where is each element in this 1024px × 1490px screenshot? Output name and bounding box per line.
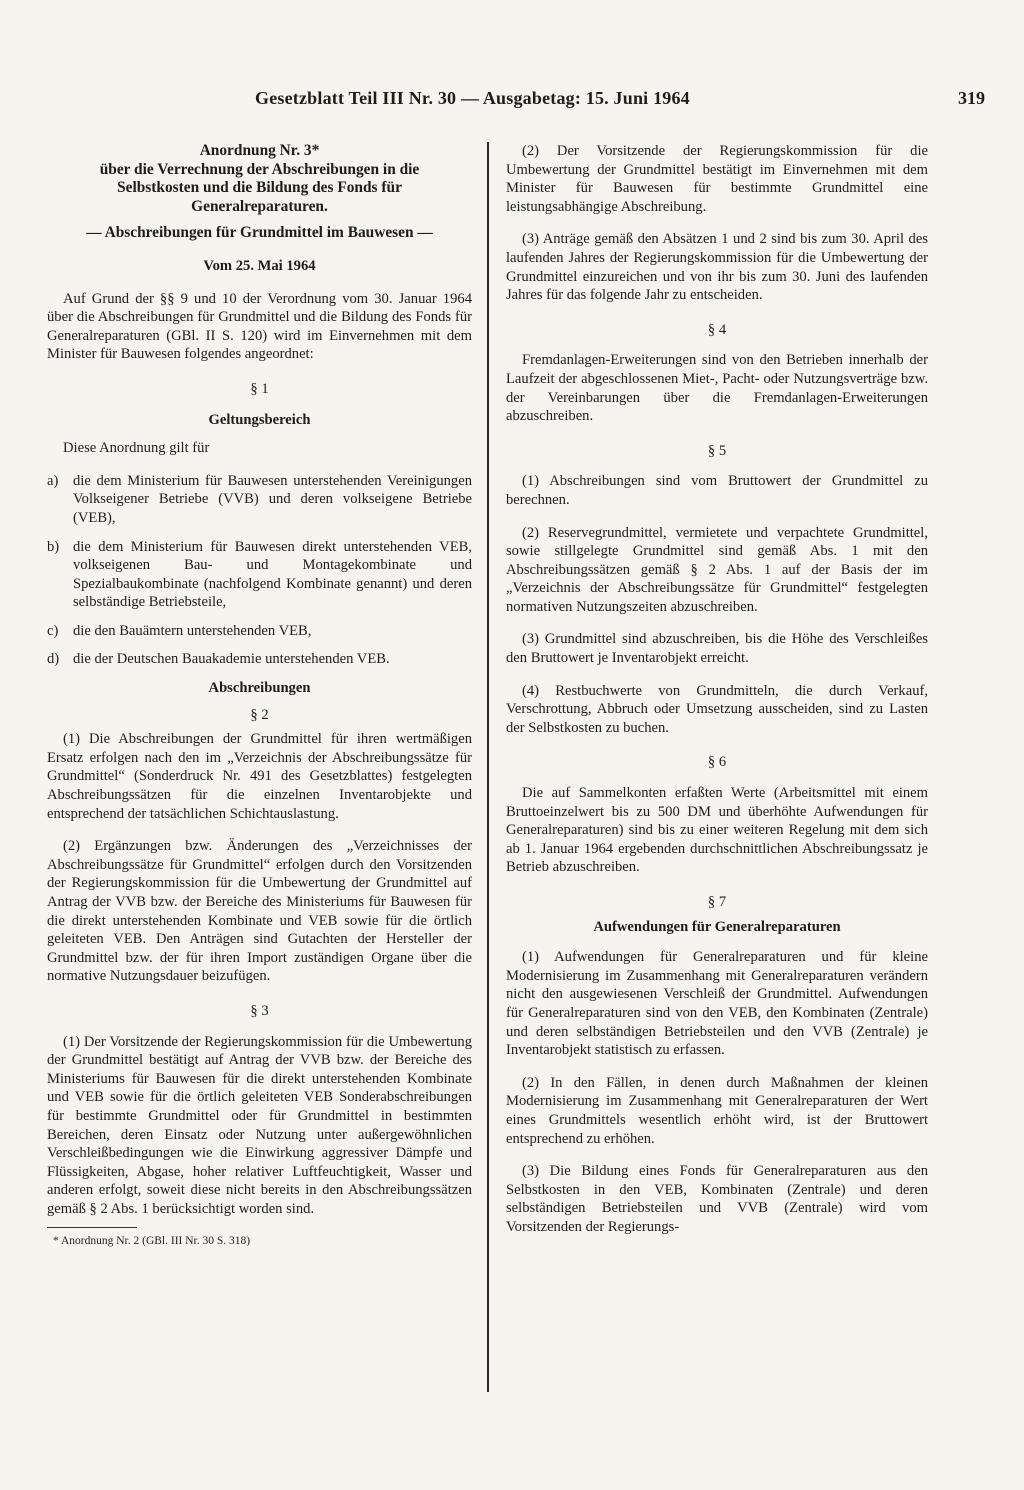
section-1-heading: Geltungsbereich <box>208 411 311 428</box>
abschreibungen-heading: Abschreibungen <box>208 680 311 697</box>
ordinance-date: Vom 25. Mai 1964 <box>203 257 316 274</box>
list-item-text: die dem Ministerium für Bauwesen direkt unterstehenden VEB, volkseigenen Bau- und Montagekombinate und Spezialbaukombinate (nachfolgend Kombinate genannt) und deren selbständige Betriebsteile, <box>73 538 472 611</box>
footnote: * Anordnung Nr. 2 (GBl. III Nr. 30 S. 318) <box>53 1234 251 1247</box>
section-2-paragraph-1: (1) Die Abschreibungen der Grundmittel für ihren wertmäßigen Ersatz erfolgen nach den im „Verzeichnis der Abschreibungssätze für Grundmittel“ (Sonderdruck Nr. 491 des Gesetzblattes) festgelegten Abschreibungssätzen für die einzelnen Inventarobjekte und entsprechend der tatsächlichen Schichtauslastung. <box>47 731 472 822</box>
list-item <box>47 622 472 641</box>
section-7-paragraph-1: (1) Aufwendungen für Generalreparaturen und für kleine Modernisierung im Zusammenhang mit Generalreparaturen verändern nicht den ausgewiesenen Verschleiß der Grundmittel. Aufwendungen für Generalreparaturen sind von den VEB, den Kombinaten (Zentrale) und deren selbständigen Betriebsteilen und den VVB (Zentrale) je Inventarobjekt statistisch zu erfassen. <box>506 949 928 1059</box>
section-7-number: § 7 <box>707 894 727 910</box>
list-item-label: c) <box>47 622 59 639</box>
section-3-number: § 3 <box>250 1002 269 1019</box>
section-4-paragraph-1: Fremdanlagen-Erweiterungen sind von den Betrieben innerhalb der Laufzeit der abgeschlossenen Miet-, Pacht- oder Nutzungsverträge bzw. der Vereinbarungen über die Fremdanlagen-Erweiterungen abzuschreiben. <box>506 352 928 425</box>
preamble: Auf Grund der §§ 9 und 10 der Verordnung vom 30. Januar 1964 über die Abschreibungen für Grundmittel und die Bildung des Fonds für Generalreparaturen (GBl. II S. 120) wird im Einvernehmen mit dem Minister für Bauwesen folgendes angeordnet: <box>47 290 472 363</box>
section-5-paragraph-3: (3) Grundmittel sind abzuschreiben, bis die Höhe des Verschleißes den Bruttowert je Inventarobjekt erreicht. <box>506 631 928 667</box>
section-4-number: § 4 <box>707 321 727 338</box>
gazette-header-title: Gesetzblatt Teil III Nr. 30 — Ausgabetag: 15. Juni 1964 <box>255 88 690 108</box>
list-item-label: a) <box>47 472 59 489</box>
list-item-label: d) <box>47 651 60 668</box>
section-7-paragraph-3: (3) Die Bildung eines Fonds für Generalreparaturen aus den Selbstkosten in den VEB, Kombinaten (Zentrale) und deren selbständigen Betriebsteilen und VVB (Zentrale) wird vom Vorsitzenden der Regierungs- <box>506 1163 928 1235</box>
ordinance-subtitle: — Abschreibungen für Grundmittel im Bauwesen — <box>86 224 433 242</box>
section-3-paragraph-1: (1) Der Vorsitzende der Regierungskommission für die Umbewertung der Grundmittel bestätigt auf Antrag der VVB bzw. der Bereiche des Ministeriums für Bauwesen für die direkt unterstehenden Kombinate und VEB sowie für die örtlich geleiteten VEB Sonderabschreibungen für bestimmte Grundmittel oder für Grundmittel in bestimmten Bereichen, deren Einsatz oder Nutzung unter außergewöhnlichen Verschleißbedingungen wie die Einwirkung aggressiver Dämpfe und Flüssigkeiten, Abgase, hoher relativer Luftfeuchtigkeit, Wasser und anderen erfolgt, soweit diese nicht bereits in den Abschreibungssätzen gemäß § 2 Abs. 1 berücksichtigt worden sind. <box>47 1033 472 1217</box>
section-1-number: § 1 <box>250 380 269 397</box>
section-7-heading: Aufwendungen für Generalreparaturen <box>593 918 841 935</box>
list-item <box>47 650 472 669</box>
page-number: 319 <box>958 88 985 108</box>
column-divider <box>487 142 489 1392</box>
ordinance-title: Anordnung Nr. 3* <box>199 142 320 159</box>
list-item <box>47 472 472 528</box>
footnote-rule <box>47 1227 137 1228</box>
left-column <box>47 142 472 1249</box>
right-column <box>506 142 928 1251</box>
section-5-paragraph-2: (2) Reservegrundmittel, vermietete und verpachtete Grundmittel, sowie stillgelegte Grundmittel sind gemäß Abs. 1 mit den Abschreibungssätzen gemäß § 2 Abs. 1 auf der Basis der im „Verzeichnis der Abschreibungssätze für Grundmittel“ festgelegten normativen Nutzungszeiten abzuschreiben. <box>506 524 928 615</box>
section-7-paragraph-2: (2) In den Fällen, in denen durch Maßnahmen der kleinen Modernisierung im Zusammenhang mit Generalreparaturen der Wert eines Grundmittels wesentlich erhöht wird, ist der Bruttowert entsprechend zu erhöhen. <box>506 1074 928 1147</box>
section-6-paragraph-1: Die auf Sammelkonten erfaßten Werte (Arbeitsmittel mit einem Bruttoeinzelwert bis zu 500 DM und überhöhte Aufwendungen für Generalreparaturen) sind bis zu einer weiteren Regelung mit dem sich ab 1. Januar 1964 ergebenden durchschnittlichen Abschreibungssatz je Betrieb abzuschreiben. <box>506 785 928 876</box>
page-header <box>0 88 1024 112</box>
section-6-number: § 6 <box>707 754 727 771</box>
section-3-paragraph-2: (2) Der Vorsitzende der Regierungskommission für die Umbewertung der Grundmittel bestätigt im Einvernehmen mit dem Minister für Bauwesen für bestimmte Grundmittel eine leistungsabhängige Abschreibung. <box>506 143 928 215</box>
list-item-text: die dem Ministerium für Bauwesen unterstehenden Vereinigungen Volkseigener Betriebe (VVB) und deren volkseigene Betriebe (VEB), <box>73 472 472 526</box>
list-item-label: b) <box>47 538 60 555</box>
section-2-paragraph-2: (2) Ergänzungen bzw. Änderungen des „Verzeichnisses der Abschreibungssätze für Grundmittel“ erfolgen durch den Vorsitzenden der Regierungskommission für die Umbewertung der Grundmittel auf Antrag der VVB bzw. der Bereiche des Ministeriums für Bauwesen für die direkt unterstehenden Kombinate und VEB sowie für die örtlich geleiteten VEB. Den Anträgen sind Gutachten der Hersteller der Grundmittel bzw. der für ihren Import zuständigen Organe über die normative Nutzungsdauer beizufügen. <box>47 838 472 985</box>
section-5-paragraph-4: (4) Restbuchwerte von Grundmitteln, die durch Verkauf, Verschrottung, Abbruch oder Umsetzung ausscheiden, sind zu Lasten der Selbstkosten zu buchen. <box>506 682 928 736</box>
section-5-number: § 5 <box>707 442 727 459</box>
ordinance-subject: über die Verrechnung der Abschreibungen in die Selbstkosten und die Bildung des Fonds für Generalreparaturen. <box>99 160 420 215</box>
section-5-paragraph-1: (1) Abschreibungen sind vom Bruttowert der Grundmittel zu berechnen. <box>506 473 928 508</box>
section-3-paragraph-3: (3) Anträge gemäß den Absätzen 1 und 2 sind bis zum 30. April des laufenden Jahres der Regierungskommission für die Umbewertung der Grundmittel einzureichen und von ihr bis zum 30. Juni des laufenden Jahres für das folgende Jahr zu entscheiden. <box>506 231 928 304</box>
section-1-intro: Diese Anordnung gilt für <box>63 440 210 457</box>
list-item-text: die den Bauämtern unterstehenden VEB, <box>73 622 312 639</box>
list-item <box>47 538 472 612</box>
section-2-number: § 2 <box>250 706 269 723</box>
list-item-text: die der Deutschen Bauakademie unterstehenden VEB. <box>73 651 390 668</box>
